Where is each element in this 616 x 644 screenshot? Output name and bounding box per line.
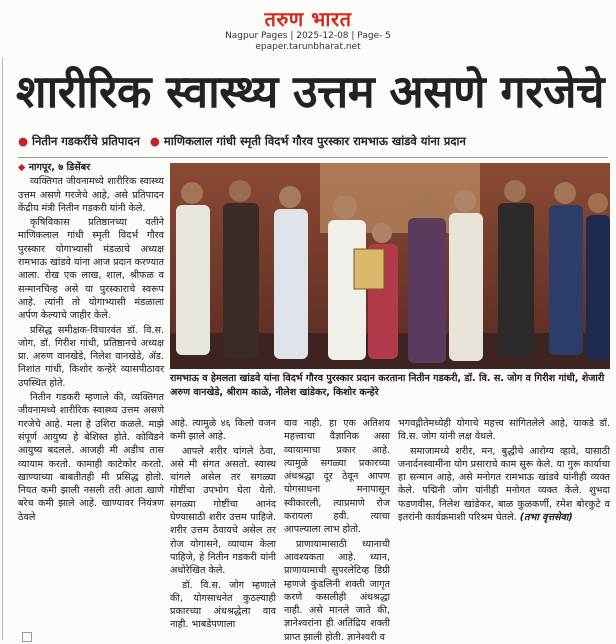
paragraph: वाव नाही. हा एक अतिशय महत्त्वाचा वैज्ञानिक असा व्यायामाचा प्रकार आहे. त्यामुळे सगळ्या प्रकारच्या अंधश्रद्धा दूर ठेवून आपण योगसाधना मनापासून स्वीकारली, त्याप्रमाणे रोज करायला हवी. त्याचा आपल्याला लाभ होतो. — [284, 418, 390, 536]
article-column-4 — [398, 417, 610, 632]
photo-caption: रामभाऊ व हेमलता खांडवे यांना विदर्भ गौरव पुरस्कार प्रदान करताना नितीन गडकरी, डॉ. वि. स. जोग व गिरीश गांधी, शेजारी अरुण वानखेडे, श्रीराम काळे, नीलेश खांडेकर, किशोर कन्हेरे — [170, 373, 605, 398]
article-column-1 — [18, 161, 164, 631]
event-photo — [170, 163, 610, 369]
edition-line: Nagpur Pages | 2025-12-08 | Page- 5 — [225, 31, 391, 41]
dateline: ◆ नागपूर, ७ डिसेंबर — [18, 162, 91, 173]
site-url: epaper.tarunbharat.net — [255, 42, 361, 52]
headline: शारीरिक स्वास्थ्य उत्तम असणे गरजेचे — [16, 65, 605, 118]
article-column-3 — [284, 417, 390, 643]
subhead-part1: नितीन गडकरींचे प्रतिपादन — [32, 134, 140, 148]
subhead-part2: माणिकलाल गांधी स्मृती विदर्भ गौरव पुरस्कार रामभाऊ खांडवे यांना प्रदान — [163, 134, 466, 148]
bullet-icon: ● — [18, 134, 29, 148]
subhead — [18, 134, 610, 152]
logo-text: तरुण भारत — [264, 6, 352, 31]
margin-rule — [2, 58, 3, 640]
paragraph: नितीन गडकरी म्हणाले की, व्यक्तिगत जीवनामध्ये शारीरिक स्वास्थ्य उत्तम असणे गरजेचे आहे. मला हे उशिरा कळले. माझे संपूर्ण आयुष्य हे बेशिस्त होते. कोविडने आयुष्य बदलले. आजही मी अडीच तास व्यायाम करतो. कामाही काटेकोर करतो. खाण्याच्या बाबतीतही मी प्रसिद्ध होतो. नियत कमी झाली नसली तरी आता खाणे बरेच कमी झाले आहे. खाण्यावर नियंत्रण ठेवले — [18, 392, 164, 523]
bullet-icon: ● — [149, 134, 160, 148]
paragraph: समाजामध्ये शरीर, मन, बुद्धीचे आरोग्य व्हावे, यासाठी जनार्दनस्वामींना योग प्रसाराचे काम सुरू केले. या गुरू कार्याचा हा सन्मान आहे, असे मनोगत रामभाऊ खांडवे यांनीही व्यक्त केले. पद्मिनी जोग यांनीही मनोगत व्यक्त केले. शुभदा फडणवीस, निलेश खांडेकर, बाळ कुळकर्णी, रमेश बोरकुटे व इतरांनी कार्यक्रमाशी परिश्रम घेतले. (तभा वृत्तसेवा) — [398, 445, 610, 524]
paragraph: आहे. त्यामुळे ४६ किलो वजन कमी झाले आहे. — [170, 418, 276, 443]
diamond-icon: ◆ — [18, 162, 29, 173]
corner-box — [22, 632, 32, 642]
divider — [18, 157, 608, 158]
photo-illustration — [170, 163, 610, 369]
paragraph: आपले शरीर चांगले ठेवा, असे मी संगत असतो. स्वास्थ चांगले असेल तर सगळ्या गोष्टींचा उपभोग घेता येतो. सगळ्या गोष्टींचा आनंद घेण्यासाठी शरीर उत्तम पाहिजे. शरीर उत्तम ठेवायचे असेल तर रोज योगासने, व्यायाम केला पाहिजे, हे नितीन गडकरी यांनी अधोरेखित केले. — [170, 445, 276, 577]
news-credit: (तभा वृत्तसेवा) — [519, 512, 573, 524]
paragraph: भगवद्गीतेमध्येही योगाचे महत्त्व सांगितलेले आहे, याकडे डॉ. वि.स. जोग यांनी लक्ष वेधले. — [398, 418, 610, 443]
masthead — [0, 0, 616, 56]
paragraph: प्रसिद्ध समीक्षक-विचारवंत डॉ. वि.स. जोग, डॉ. गिरीश गांधी, प्रतिष्ठानचे अध्यक्ष प्रा. अरुण वानखेडे, निलेश वानखेडे, ॲड. निशांत गांधी, किशोर कन्हेरे व्यासपीठावर उपस्थित होते. — [18, 324, 164, 389]
newspaper-logo — [238, 4, 378, 32]
article-column-2 — [170, 417, 276, 632]
paragraph: डॉ. वि.स. जोग म्हणाले की, योगसाधनेत कुठल्याही प्रकारच्या अंधश्रद्धेला वाव नाही. भाबडेपणाला — [170, 579, 276, 631]
paragraph: कृषिविकास प्रतिष्ठानच्या वतीने माणिकलाल गांधी स्मृती विदर्भ गौरव पुरस्कार योगाभ्यासी मंडळाचे अध्यक्ष रामभाऊ खांडवे यांना आज प्रदान करण्यात आला. रोख एक लाख, शाल, श्रीफळ व सन्मानचिन्ह असे या पुरस्काराचे स्वरूप आहे. त्यांनी तो योगाभ्यासी मंडळाला अर्पण केल्याचे जाहीर केले. — [18, 217, 164, 322]
paragraph: व्यक्तिगत जीवनामध्ये शारीरिक स्वास्थ्य उत्तम असणे गरजेचे आहे, असे प्रतिपादन केंद्रीय मंत्री नितीन गडकरी यांनी केले. — [18, 176, 164, 214]
paragraph: प्राणायामासाठी ध्यानाची आवश्यकता आहे. ध्यान, प्राणायामाची सुपरलेटिव्ह डिग्री म्हणजे कुंडलिनी शक्ती जागृत करणे कसलीही अंधश्रद्धा नाही. असे मानले जाते की, ज्ञानेश्वरांना ही अतिंद्रिय शक्ती प्राप्त झाली होती. ज्ञानेश्वरी व — [284, 538, 390, 643]
